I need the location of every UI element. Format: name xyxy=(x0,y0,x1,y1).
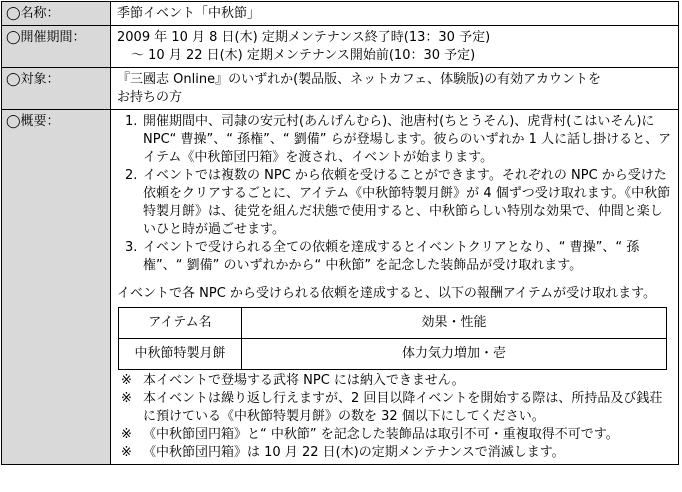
reward-header-effect: 効果・性能 xyxy=(242,308,667,339)
spacer xyxy=(117,275,672,285)
value-target xyxy=(111,68,679,110)
period-start: 2009 年 10 月 8 日(木) 定期メンテナンス終了時(13：30 予定) xyxy=(117,30,491,45)
reward-item-name: 中秋節特製月餅 xyxy=(119,339,242,370)
label-name: ◯名称： xyxy=(2,2,111,26)
overview-item xyxy=(117,113,672,167)
note-mark: ※ xyxy=(121,445,132,460)
label-period: ◯開催期間： xyxy=(2,26,111,68)
item-text: 開催期間中、司隷の安元村(あんげんむら)、池唐村(ちとうそん)、虎背村(こはいそん)に NPC“ 曹操”、“ 孫権”、“ 劉備” らが登場します。彼らのいずれか 1 人に話し掛けると、アイテム《中秋節団円箱》を渡され、イベントが始まります。 xyxy=(143,114,672,165)
reward-intro: イベントで各 NPC から受けられる依頼を達成すると、以下の報酬アイテムが受け取れます。 xyxy=(117,286,657,301)
item-number: 2. xyxy=(125,168,138,183)
reward-row xyxy=(119,339,667,370)
label-target: ◯対象： xyxy=(2,68,111,110)
note-item xyxy=(117,372,672,390)
row-target xyxy=(2,68,679,110)
item-text: イベントで受けられる全ての依頼を達成するとイベントクリアとなり、“ 曹操”、“ 孫権”、“ 劉備” のいずれかから“ 中秋節” を記念した装飾品が受け取れます。 xyxy=(143,240,640,273)
reward-table xyxy=(118,307,667,370)
item-text: イベントでは複数の NPC から依頼を受けることができます。それぞれの NPC から受けた依頼をクリアするごとに、アイテム《中秋節特製月餅》が 4 個ずつ受け取れます。《中秋節特製月餅》は、徒党を組んだ状態で使用すると、中秋節らしい特別な効果で、仲間と楽しいひと時が過ごせます。 xyxy=(143,168,671,237)
reward-header-item: アイテム名 xyxy=(119,308,242,339)
note-text: 《中秋節団円箱》は 10 月 22 日(木)の定期メンテナンスで消滅します。 xyxy=(143,445,565,460)
value-period xyxy=(111,26,679,68)
overview-item xyxy=(117,167,672,239)
note-text: 本イベントは繰り返し行えますが、2 回目以降イベントを開始する際は、所持品及び銭荘に預けている《中秋節特製月餅》の数を 32 個以下にしてください。 xyxy=(143,391,663,424)
overview-item xyxy=(117,239,672,275)
period-end: 〜 10 月 22 日(木) 定期メンテナンス開始前(10：30 予定) xyxy=(131,48,476,63)
note-mark: ※ xyxy=(121,373,132,388)
item-number: 1. xyxy=(125,114,138,129)
note-mark: ※ xyxy=(121,427,132,442)
note-item xyxy=(117,444,672,462)
overview-list xyxy=(117,113,672,275)
label-overview: ◯概要： xyxy=(2,110,111,465)
row-period xyxy=(2,26,679,68)
reward-header-row xyxy=(119,308,667,339)
note-item xyxy=(117,426,672,444)
note-mark: ※ xyxy=(121,391,132,406)
event-info-table xyxy=(1,1,679,465)
note-text: 本イベントで登場する武将 NPC には納入できません。 xyxy=(143,373,465,388)
value-overview xyxy=(111,110,679,465)
reward-item-effect: 体力気力増加・壱 xyxy=(242,339,667,370)
note-item xyxy=(117,390,672,426)
value-name: 季節イベント「中秋節」 xyxy=(111,2,679,26)
notes-list xyxy=(117,372,672,462)
target-line-2: お持ちの方 xyxy=(117,90,183,105)
row-overview xyxy=(2,110,679,465)
item-number: 3. xyxy=(125,240,138,255)
note-text: 《中秋節団円箱》と“ 中秋節” を記念した装飾品は取引不可・重複取得不可です。 xyxy=(143,427,619,442)
row-name xyxy=(2,2,679,26)
target-line-1: 『三國志 Online』のいずれか(製品版、ネットカフェ、体験版)の有効アカウントを xyxy=(117,72,602,87)
